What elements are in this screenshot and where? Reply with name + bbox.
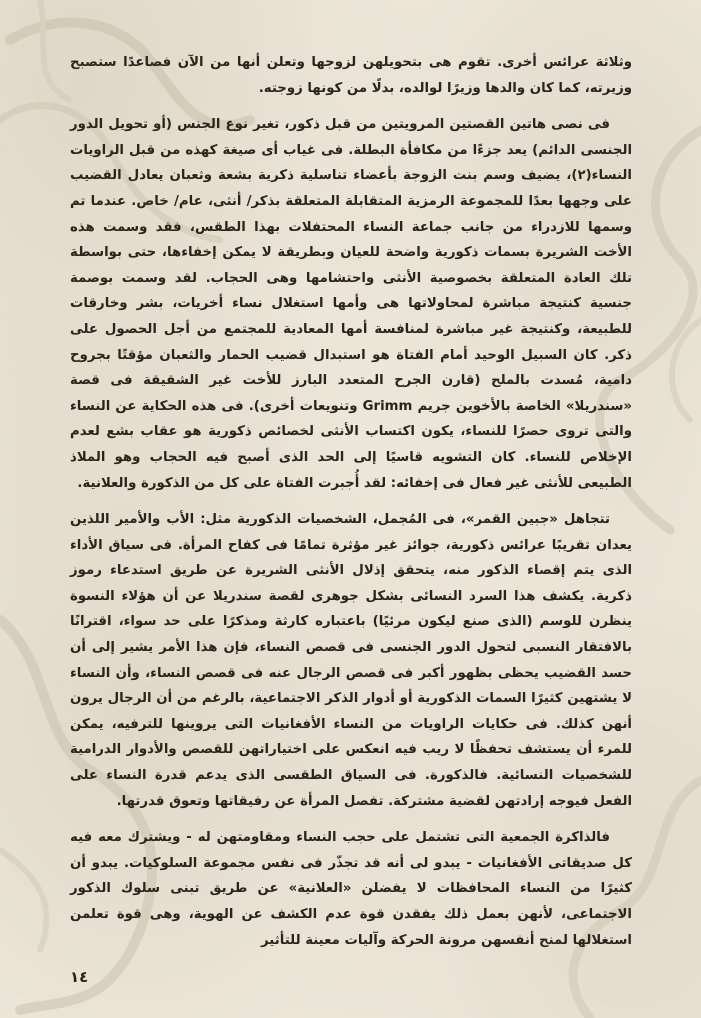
paragraph-1: وثلاثة عرائس أخرى. تقوم هى بتحويلهن لزوجها وتعلن أنها من الآن فصاعدًا ستصبح وزيرته، كما كان والدها وزيرًا لوالده، بدلًا من كونها زوجته. [70,55,632,96]
article-body [70,50,632,953]
paragraph-2: فى نصى هاتين القصتين المرويتين من قبل ذكور، تغير نوع الجنس (أو تحويل الدور الجنسى الدائم) يعد جزءًا من مكافأة البطلة. فى غياب أى صيغة كهذه من قبل الراويات النساء(٢)، يضيف وسم بنت الزوجة بأعضاء تناسلية ذكرية بشعة وثعبان يعادل القضيب على وجهها بعدًا للمجموعة الرمزية المتقابلة المتعلقة بذكر/ أنثى، عام/ خاص. عندما تم وسمها للازدراء من جانب جماعة النساء المحتفلات بهذا الطقس، فقد وسمت هذه الأخت الشريرة بسمات ذكورية واضحة للعيان وبطريقة لا يمكن إخفاءها، حتى بواسطة تلك العادة المتعلقة بخصوصية الأنثى واحتشامها وهى الحجاب. لقد وسمت بوصمة جنسية كنتيجة مباشرة لمحاولاتها هى وأمها استغلال نساء أخريات، بشر وخارقات للطبيعة، وكنتيجة غير مباشرة لمنافسة أمها المعادية للمجتمع من أجل الحصول على ذكر. كان السبيل الوحيد أمام الفتاة هو استبدال قضيب الحمار والثعبان مؤقتًا بجروح دامية، مُسدت بالملح (قارن الجرح المتعدد البارز للأخت غير الشقيقة فى قصة «سندريلا» الخاصة بالأخوين جريم Grimm وتنويعات أخرى). فى هذه الحكاية عن النساء والتى تروى حصرًا للنساء، يكون اكتساب الأنثى لخصائص ذكورية هو عقاب بشع لعدم الإخلاص للنساء. كان التشويه قاسيًا إلى الحد الذى أصبح فيه الحجاب وهو الملاذ الطبيعى للأنثى غير فعال فى إخفائه: لقد أُجبرت الفتاة على كل من الذكورة والعلانية. [70,117,632,491]
paragraph-3: تتجاهل «جبين القمر»، فى المُجمل، الشخصيات الذكورية مثل: الأب والأمير اللذين يعدان تقريبًا عرائس ذكورية، جوائز غير مؤثرة تمامًا فى كفاح المرأة. فى سياق الأداء الذى يتم إقصاء الذكور منه، يتحقق إذلال الأنثى الشريرة عن طريق استدعاء رموز ذكرية. يكشف هذا السرد النسائى بشكل جوهرى لقصة سندريلا عن أن هؤلاء النسوة ينظرن للوسم (الذى صنع ليكون مرئيًا) باعتباره كارثة ومذكرًا على حد سواء، اقترانًا بالافتقار النسبى لتحول الدور الجنسى فى قصص النساء، فإن هذا الأمر يشير إلى أن حسد القضيب يحظى بظهور أكبر فى قصص الرجال عنه فى قصص النساء، وأن النساء لا يشتهين كثيرًا السمات الذكورية أو أدوار الذكر الاجتماعية، بالرغم من أن الرجال يرون أنهن كذلك. فى حكايات الراويات من النساء الأفغانيات التى يروينها للترفيه، يمكن للمرء أن يستشف تحفظًا لا ريب فيه انعكس على اختياراتهن للقصص والأدوار الدرامية للشخصيات النسائية. فالذكورة. فى السياق الطقسى الذى يدعم قدرة النساء على الفعل فيوجه إرادتهن لقضية مشتركة. تفصل المرأة عن رفيقاتها وتعوق قدرتها. [70,512,632,809]
paragraph-4: فالذاكرة الجمعية التى تشتمل على حجب النساء ومقاومتهن له - ويشترك معه فيه كل صديقاتى الأفغانيات - يبدو لى أنه قد تجذّر فى نفس مجموعة السلوكيات. يبدو أن كثيرًا من النساء المحافظات لا يفضلن «العلانية» عن طريق تبنى سلوك الذكور الاجتماعى، لأنهن بعمل ذلك يفقدن قوة عدم الكشف عن الهوية، وهى قوة تعلمن استغلالها لمنح أنفسهن مرونة الحركة وآليات معينة للتأثير [70,830,632,948]
page-number: ١٤ [70,968,89,986]
